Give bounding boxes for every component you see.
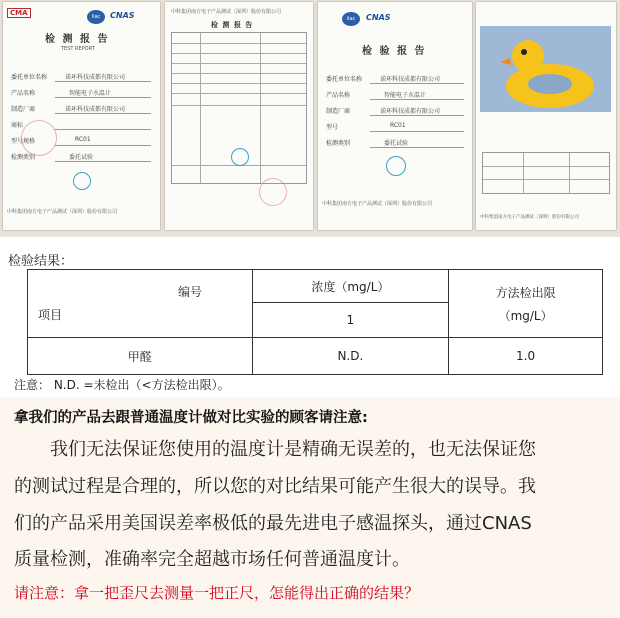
row-label: 检测类别 — [326, 140, 351, 147]
detection-limit-label: 方法检出限 — [495, 285, 556, 300]
test-report-photo-page — [476, 2, 616, 230]
results-table — [27, 269, 603, 375]
table-line — [523, 153, 524, 193]
cnas-seal — [73, 172, 91, 190]
cnas-logo: CNAS — [110, 11, 135, 20]
divider — [55, 161, 151, 162]
concentration-value: N.D. — [252, 338, 449, 375]
row-value: 诺环科技成都有限公司 — [65, 74, 126, 81]
row-label: 型号规格 — [11, 138, 36, 145]
row-value: 委托试验 — [69, 154, 94, 161]
table-line — [569, 153, 570, 193]
row-value: 智能电子水温计 — [69, 90, 112, 97]
table-line — [172, 93, 306, 94]
divider — [55, 113, 151, 114]
test-report-cover-3 — [318, 2, 472, 230]
product-photo — [480, 26, 611, 112]
divider — [370, 147, 464, 148]
duck-thermometer-icon — [480, 26, 611, 112]
notice-title: 拿我们的产品去跟普通温度计做对比实验的顾客请注意: — [14, 410, 368, 426]
notice-line: 们的产品采用美国误差率极低的最先进电子感温探头，通过CNAS — [14, 513, 532, 534]
item-name: 甲醛 — [28, 338, 253, 375]
ilac-logo: ilac — [87, 10, 105, 24]
test-report-cover-1 — [3, 2, 160, 230]
test-report-photos — [0, 0, 620, 237]
divider — [370, 99, 464, 100]
row-label: 型号 — [326, 124, 339, 131]
divider — [370, 131, 464, 132]
table-line — [200, 33, 201, 183]
report-title: 检 测 报 告 — [211, 21, 254, 29]
report-table — [482, 152, 610, 194]
row-label: 产品名称 — [326, 92, 351, 99]
divider — [55, 97, 151, 98]
test-report-page-2 — [165, 2, 313, 230]
red-stamp — [259, 178, 287, 206]
table-line — [260, 33, 261, 183]
table-line — [172, 43, 306, 44]
table-line — [483, 179, 609, 180]
row-label: 制造厂商 — [11, 106, 36, 113]
cnas-seal — [386, 156, 406, 176]
row-value: 诺环科技成都有限公司 — [380, 108, 441, 115]
report-title: 检 测 报 告 — [45, 34, 110, 45]
row-label: 商标 — [11, 122, 24, 129]
divider — [370, 115, 464, 116]
row-value: 诺环科技成都有限公司 — [65, 106, 126, 113]
table-line — [172, 73, 306, 74]
detection-limit-unit: （mg/L） — [498, 308, 553, 323]
row-label: 制造厂商 — [326, 108, 351, 115]
detection-limit-header — [449, 270, 603, 338]
results-title: 检验结果： — [8, 254, 74, 269]
report-title: 检 验 报 告 — [362, 46, 427, 57]
row-label: 检测类别 — [11, 154, 36, 161]
table-line — [172, 83, 306, 84]
ilac-logo: ilac — [342, 12, 360, 26]
divider — [55, 81, 151, 82]
row-value: 诺环科技成都有限公司 — [380, 76, 441, 83]
report-footer: 中科集团南方电子产品测试（深圳）股份有限公司 — [171, 9, 282, 15]
code-header: 编号 — [178, 285, 203, 299]
row-value: RC01 — [75, 136, 91, 143]
report-footer: 中科集团南方电子产品测试（深圳）股份有限公司 — [480, 215, 579, 220]
red-stamp — [21, 120, 57, 156]
table-row — [28, 338, 603, 375]
row-label: 委托单位名称 — [11, 74, 48, 81]
table-header-row — [28, 270, 603, 303]
row-label: 委托单位名称 — [326, 76, 363, 83]
warning-text: 请注意：拿一把歪尺去测量一把正尺，怎能得出正确的结果？ — [14, 584, 420, 602]
results-note: 注意： N.D. =未检出（<方法检出限）。 — [14, 378, 230, 392]
divider — [55, 145, 151, 146]
report-footer: 中科集团南方电子产品测试（深圳）股份有限公司 — [7, 209, 118, 215]
notice-line: 的测试过程是合理的，所以您的对比结果可能产生很大的误导。我 — [14, 476, 536, 497]
table-line — [483, 166, 609, 167]
table-line — [172, 105, 306, 106]
divider — [55, 129, 151, 130]
notice-line: 质量检测，准确率完全超越市场任何普通温度计。 — [14, 549, 410, 570]
notice-line: 我们无法保证您使用的温度计是精确无误差的，也无法保证您 — [14, 439, 536, 460]
table-line — [172, 53, 306, 54]
row-value: 委托试验 — [384, 140, 409, 147]
cnas-seal — [231, 148, 249, 166]
table-line — [172, 63, 306, 64]
cma-logo: CMA — [7, 8, 31, 18]
row-value: RC01 — [390, 122, 406, 129]
concentration-header: 浓度（mg/L） — [252, 270, 449, 303]
report-subtitle: TEST REPORT — [61, 46, 95, 52]
divider — [370, 83, 464, 84]
item-header: 项目 — [38, 308, 63, 322]
detection-limit-value: 1.0 — [449, 338, 603, 375]
row-value: 智能电子水温计 — [384, 92, 427, 99]
sample-number: 1 — [252, 303, 449, 338]
cnas-logo: CNAS — [366, 13, 391, 22]
row-label: 产品名称 — [11, 90, 36, 97]
item-code-cell — [28, 270, 253, 338]
report-footer: 中科集团南方电子产品测试（深圳）股份有限公司 — [322, 201, 433, 207]
